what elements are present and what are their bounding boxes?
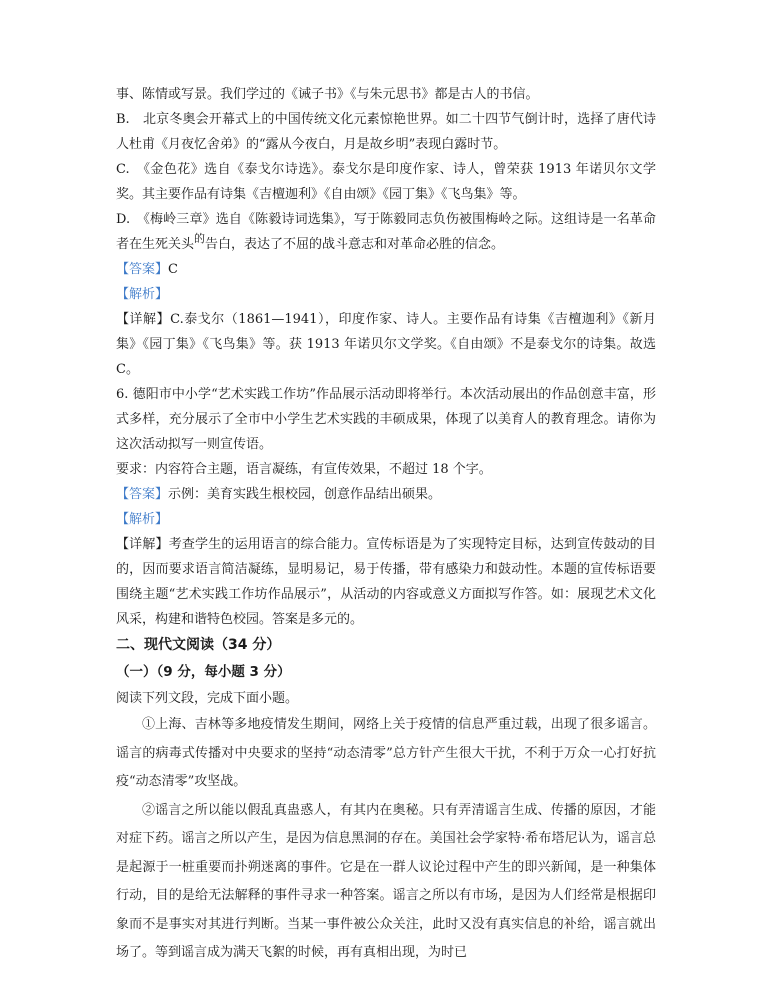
section-title: 二、现代文阅读（34 分） <box>116 637 281 653</box>
q6-analysis <box>116 507 656 532</box>
q6-detail <box>116 532 656 632</box>
passage-paragraph-1: ①上海、吉林等多地疫情发生期间，网络上关于疫情的信息严重过载，出现了很多谣言。谣言的病毒式传播对中央要求的坚持“动态清零”总方针产生很大干扰，不利于万众一心打好抗疫“动态清零”攻坚战。 <box>116 717 656 789</box>
q5-answer <box>116 257 656 282</box>
analysis-tag: 【解析】 <box>116 512 169 527</box>
answer-tag: 【答案】 <box>116 487 169 502</box>
detail-text: 考查学生的运用语言的综合能力。宣传标语是为了实现特定目标，达到宣传鼓动的目的，因而要求语言简洁凝练，显明易记，易于传播，带有感染力和鼓动性。本题的宣传标语要围绕主题“艺术实践工作坊作品展示”，从活动的内容或意义方面拟写作答。如：展现艺术文化风采，构建和谐特色校园。答案是多元的。 <box>116 537 656 627</box>
passage-paragraph-2: ②谣言之所以能以假乱真蛊惑人，有其内在奥秘。只有弄清谣言生成、传播的原因，才能对症下药。谣言之所以产生，是因为信息黑洞的存在。美国社会学家特·希布塔尼认为，谣言总是起源于一桩重要而扑朔迷离的事件。它是在一群人议论过程中产生的即兴新闻，是一种集体行动，目的是给无法解释的事件寻求一种答案。谣言之所以有市场，是因为人们经常是根据印象而不是事实对其进行判断。当某一事件被公众关注，此时又没有真实信息的补给，谣言就出场了。等到谣言成为满天飞絮的时候，再有真相出现，为时已 <box>116 802 656 960</box>
option-b: B. 北京冬奥会开幕式上的中国传统文化元素惊艳世界。如二十四节气倒计时，选择了唐代诗人杜甫《月夜忆舍弟》的“露从今夜白，月是故乡明”表现白露时节。 <box>116 112 656 152</box>
q6-question: 6. 德阳市中小学“艺术实践工作坊”作品展示活动即将举行。本次活动展出的作品创意丰富，形式多样，充分展示了全市中小学生艺术实践的丰硕成果，体现了以美育人的教育理念。请你为这次活动拟写一则宣传语。 <box>116 387 656 452</box>
option-d-text-2: 告白，表达了不屈的战斗意志和对革命必胜的信念。 <box>205 237 505 252</box>
page-content <box>116 82 656 968</box>
answer-tag: 【答案】 <box>116 262 169 277</box>
q5-analysis <box>116 282 656 307</box>
option-c: C. 《金色花》选自《泰戈尔诗选》。泰戈尔是印度作家、诗人，曾荣获 1913 年诺贝尔文学奖。其主要作品有诗集《吉檀迦利》《自由颂》《园丁集》《飞鸟集》等。 <box>116 162 656 202</box>
detail-text: C.泰戈尔（1861—1941），印度作家、诗人。主要作品有诗集《吉檀迦利》《新月集》《园丁集》《飞鸟集》等。获 1913 年诺贝尔文学奖。《自由颂》不是泰戈尔的诗集。故选 C。 <box>116 312 656 377</box>
q6-requirement: 要求：内容符合主题，语言凝练，有宣传效果，不超过 18 个字。 <box>116 462 492 477</box>
q6-answer <box>116 482 656 507</box>
reading-instruction: 阅读下列文段，完成下面小题。 <box>116 691 299 706</box>
detail-tag: 【详解】 <box>116 537 169 552</box>
option-d-text-1: D. 《梅岭三章》选自《陈毅诗词选集》，写于陈毅同志负伤被围梅岭之际。这组诗是一名革命者在生死关头 <box>116 212 656 252</box>
option-d <box>116 207 656 257</box>
answer-value: 示例：美育实践生根校园，创意作品结出硕果。 <box>168 487 442 502</box>
q5-detail <box>116 307 656 382</box>
option-d-raised-char: 的 <box>194 232 206 245</box>
detail-tag: 【详解】 <box>116 312 171 327</box>
subsection-title: （一）（9 分，每小题 3 分） <box>116 664 291 680</box>
continuation-line: 事、陈情或写景。我们学过的《诫子书》《与朱元思书》都是古人的书信。 <box>116 87 539 102</box>
answer-value: C <box>168 262 178 277</box>
analysis-tag: 【解析】 <box>116 287 169 302</box>
